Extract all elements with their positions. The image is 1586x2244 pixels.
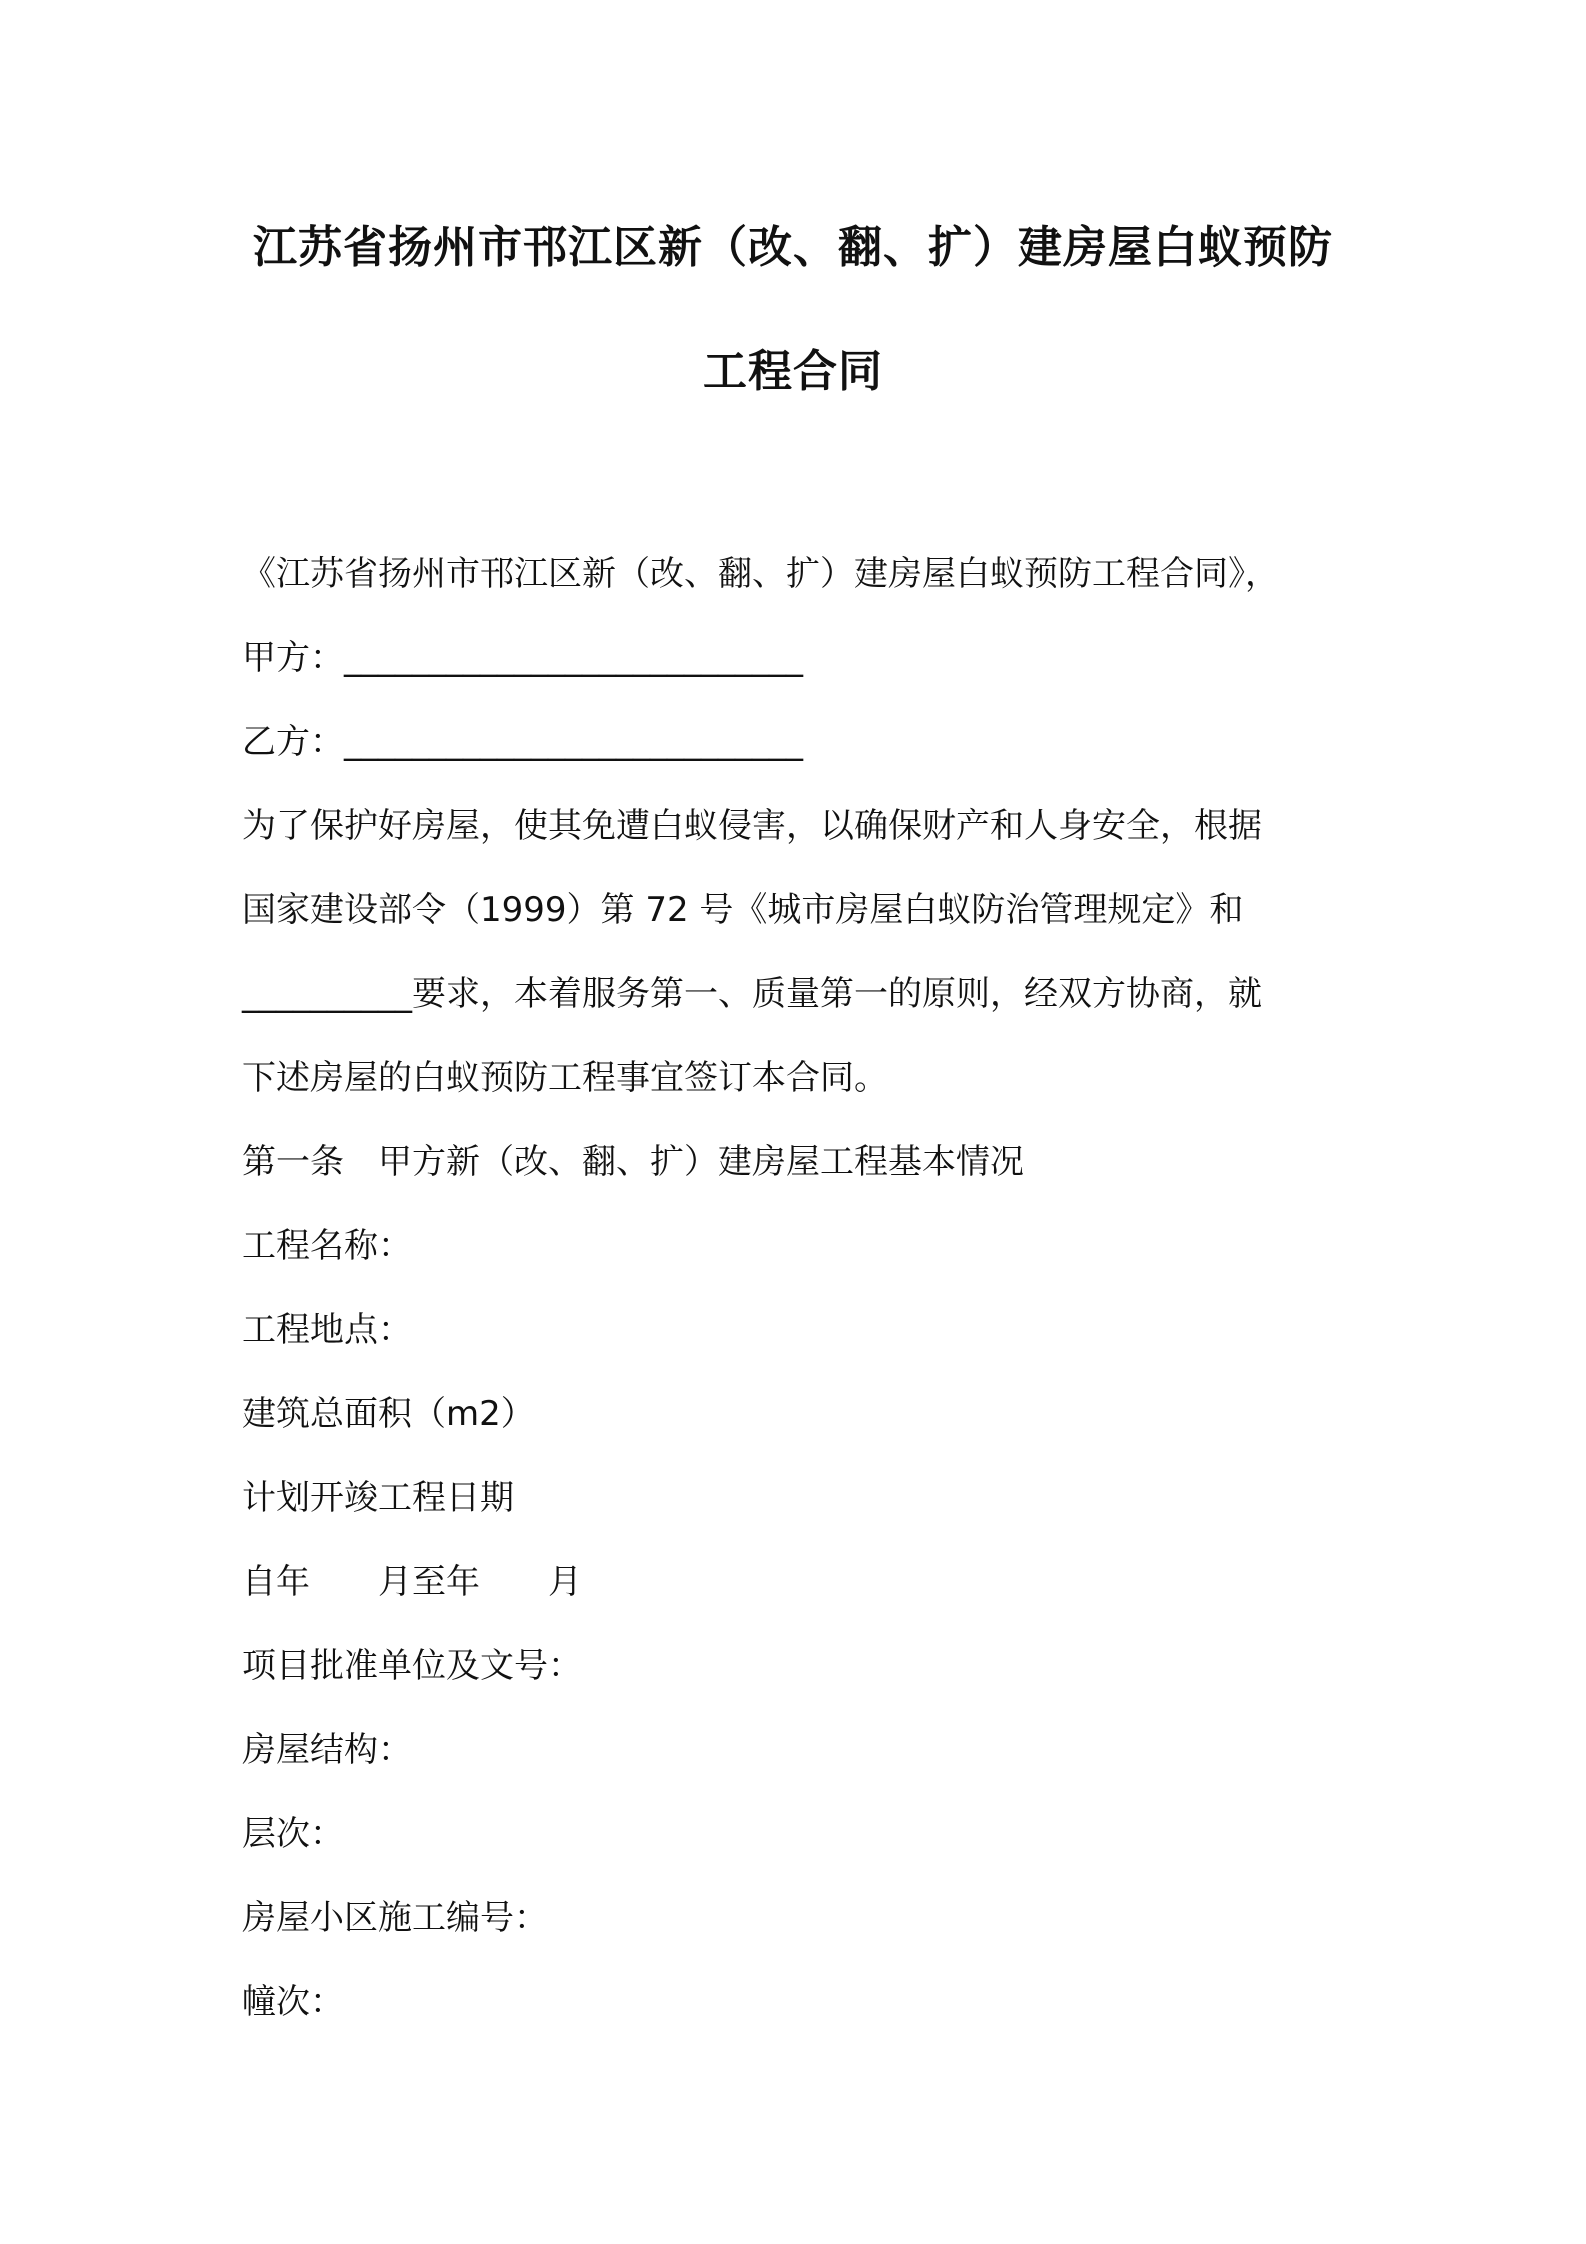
document-title-line-2: 工程合同 [703,346,883,397]
structure-field: 房屋结构： [242,1730,412,1770]
preamble-line-4: 下述房屋的白蚁预防工程事宜签订本合同。 [242,1058,888,1098]
total-area-field: 建筑总面积（m2） [242,1394,535,1434]
party-a-field: 甲方：___________________________ [242,638,803,678]
floors-field: 层次： [242,1814,344,1854]
schedule-range-field: 自年 月至年 月 [242,1562,582,1602]
document-body [242,532,1352,2044]
schedule-label: 计划开竣工程日期 [242,1478,514,1518]
party-b-field: 乙方：___________________________ [242,722,803,762]
contract-name-line: 《江苏省扬州市邗江区新（改、翻、扩）建房屋白蚁预防工程合同》， [242,554,1279,594]
document-title-line-1: 江苏省扬州市邗江区新（改、翻、扩）建房屋白蚁预防 [253,222,1333,273]
article-1-heading: 第一条 甲方新（改、翻、扩）建房屋工程基本情况 [242,1142,1024,1182]
building-number-field: 幢次： [242,1982,344,2022]
preamble-line-3: __________要求，本着服务第一、质量第一的原则，经双方协商，就 [242,974,1262,1014]
preamble-line-2: 国家建设部令（1999）第 72 号《城市房屋白蚁防治管理规定》和 [242,890,1244,930]
project-name-field: 工程名称： [242,1226,412,1266]
project-location-field: 工程地点： [242,1310,412,1350]
approval-field: 项目批准单位及文号： [242,1646,582,1686]
preamble-line-1: 为了保护好房屋，使其免遭白蚁侵害，以确保财产和人身安全，根据 [242,806,1262,846]
construction-number-field: 房屋小区施工编号： [242,1898,548,1938]
